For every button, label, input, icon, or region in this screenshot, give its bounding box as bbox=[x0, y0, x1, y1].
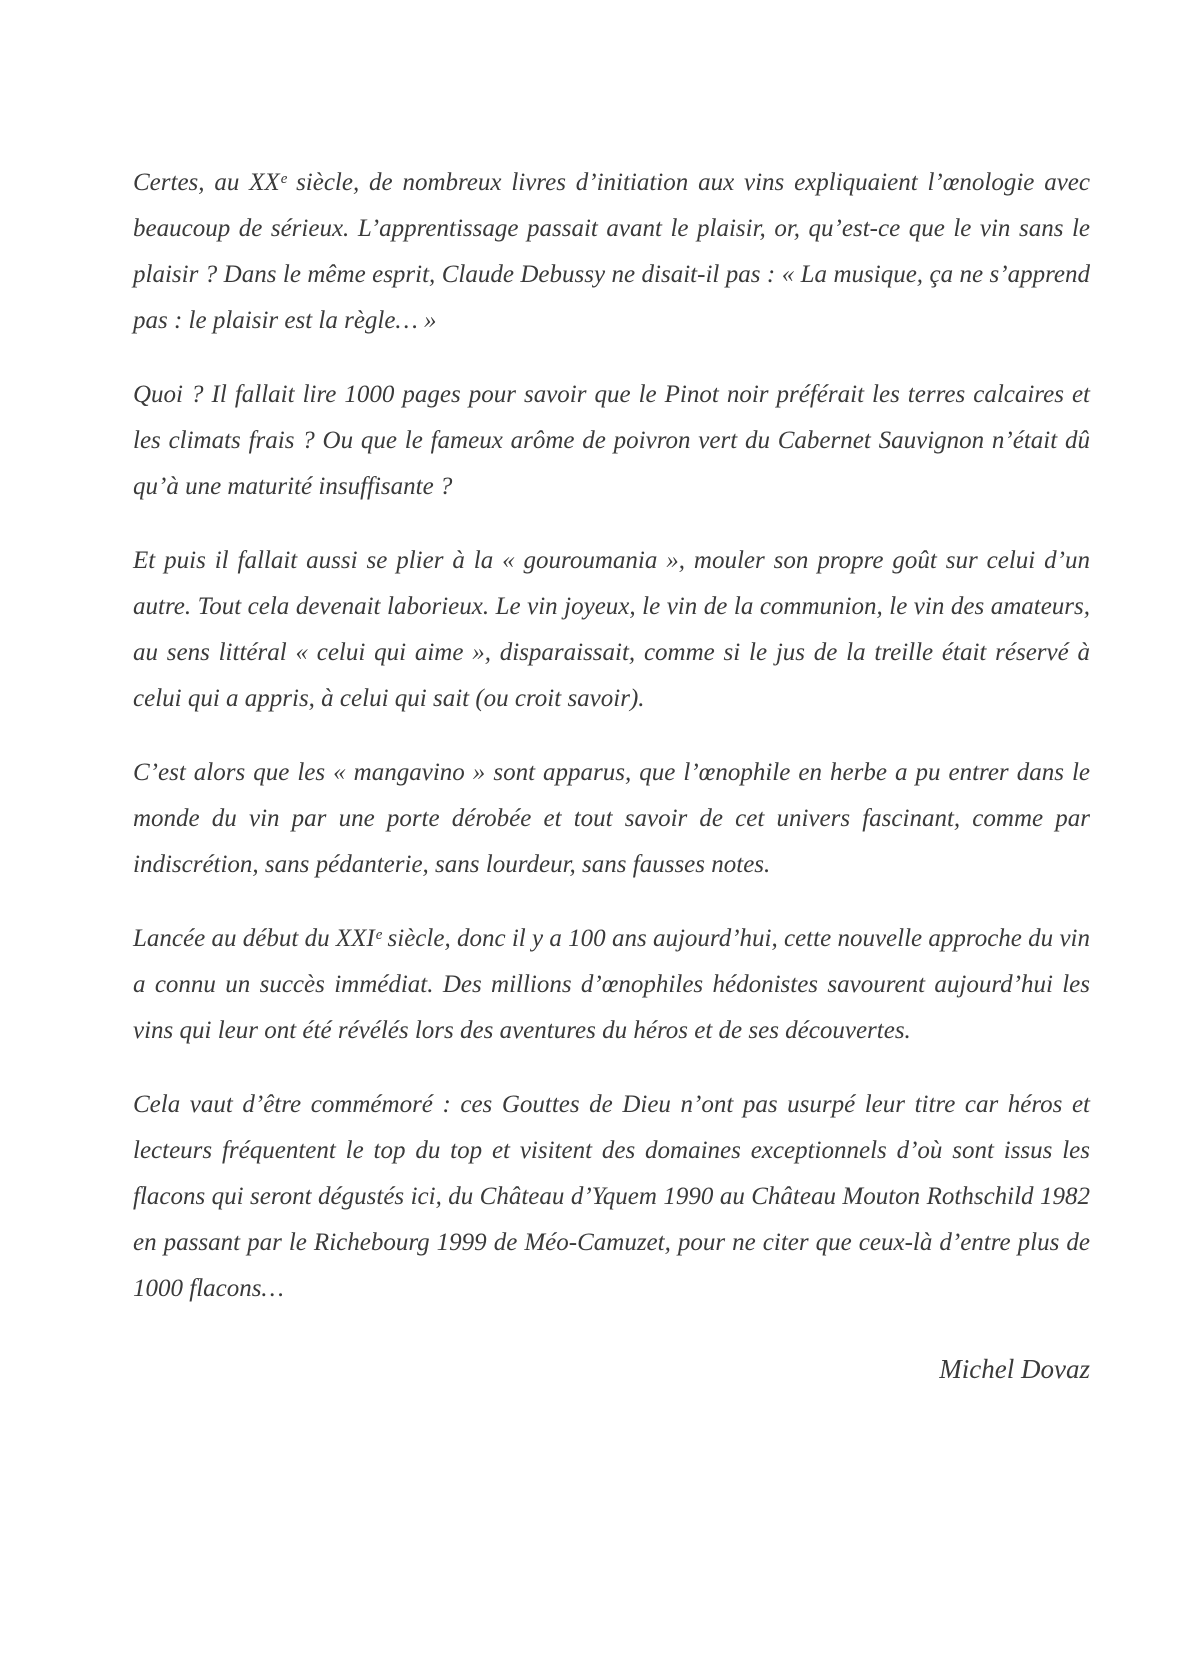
paragraph: Quoi ? Il fallait lire 1000 pages pour savoir que le Pinot noir préférait les terres calcaires et les climats frais ? Ou que le fameux arôme de poivron vert du Cabernet Sauvignon n’était dû qu’à une maturité insuffisante ? bbox=[133, 381, 1090, 500]
paragraph: Et puis il fallait aussi se plier à la « gouroumania », mouler son propre goût sur celui d’un autre. Tout cela devenait laborieux. Le vin joyeux, le vin de la communion, le vin des amateurs, au sens littéral « celui qui aime », disparaissait, comme si le jus de la treille était réservé à celui qui a appris, à celui qui sait (ou croit savoir). bbox=[133, 547, 1090, 712]
page-text-block bbox=[133, 160, 1090, 1392]
author-signature: Michel Dovaz bbox=[939, 1354, 1090, 1384]
paragraph: Lancée au début du XXIᵉ siècle, donc il y a 100 ans aujourd’hui, cette nouvelle approche du vin a connu un succès immédiat. Des millions d’œnophiles hédonistes savourent aujourd’hui les vins qui leur ont été révélés lors des aventures du héros et de ses découvertes. bbox=[133, 925, 1090, 1044]
paragraph: Certes, au XXᵉ siècle, de nombreux livres d’initiation aux vins expliquaient l’œnologie avec beaucoup de sérieux. L’apprentissage passait avant le plaisir, or, qu’est-ce que le vin sans le plaisir ? Dans le même esprit, Claude Debussy ne disait-il pas : « La musique, ça ne s’apprend pas : le plaisir est la règle… » bbox=[133, 169, 1090, 334]
paragraph: C’est alors que les « mangavino » sont apparus, que l’œnophile en herbe a pu entrer dans le monde du vin par une porte dérobée et tout savoir de cet univers fascinant, comme par indiscrétion, sans pédanterie, sans lourdeur, sans fausses notes. bbox=[133, 759, 1090, 878]
paragraph: Cela vaut d’être commémoré : ces Gouttes de Dieu n’ont pas usurpé leur titre car héros et lecteurs fréquentent le top du top et visitent des domaines exceptionnels d’où sont issus les flacons qui seront dégustés ici, du Château d’Yquem 1990 au Château Mouton Rothschild 1982 en passant par le Richebourg 1999 de Méo-Camuzet, pour ne citer que ceux-là d’entre plus de 1000 flacons… bbox=[133, 1091, 1090, 1302]
paragraphs bbox=[133, 160, 1090, 1312]
